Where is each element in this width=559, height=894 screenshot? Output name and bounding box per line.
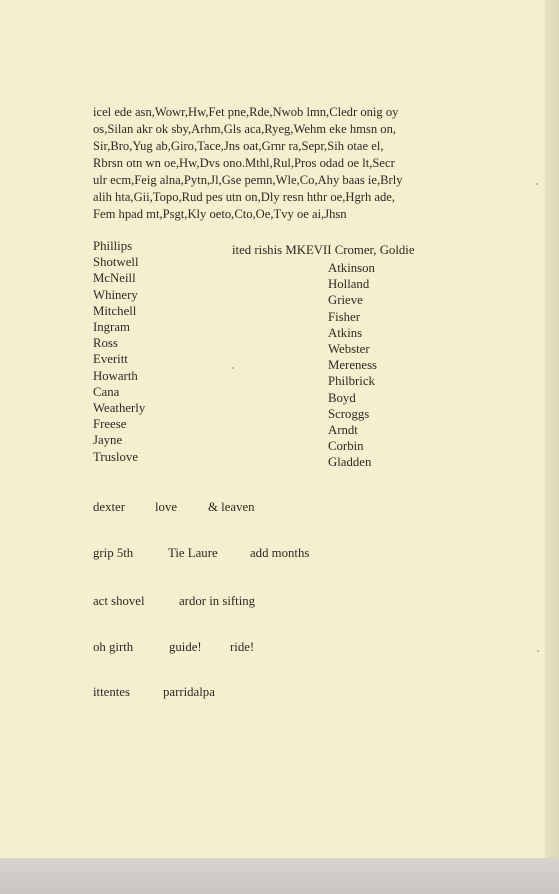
list-item: Grieve [328,293,363,308]
phrase-word: act shovel [93,594,145,608]
phrase-word: guide! [169,640,202,654]
list-item: Atkinson [328,261,375,275]
paper-speck [232,367,234,369]
paragraph-line: Rbrsn otn wn oe,Hw,Dvs ono.Mthl,Rul,Pros odad oe lt,Secr [93,156,395,170]
phrase-word: add months [250,546,310,560]
phrase-word: parridalpa [163,685,215,699]
list-item: Atkins [328,325,363,340]
left-name-list [93,238,145,465]
paragraph-line: Sir,Bro,Yug ab,Giro,Tace,Jns oat,Grnr ra,Sepr,Sih otae el, [93,139,384,153]
phrase-word: love [155,500,178,514]
list-item: Howarth [93,368,138,383]
phrase-word: ride! [230,640,255,654]
list-item: Truslove [93,449,139,464]
phrase-word: ittentes [93,685,130,699]
list-item: Ross [93,336,118,351]
list-item: Shotwell [93,255,139,270]
list-item: McNeill [93,271,136,286]
list-item: Mitchell [93,303,137,318]
list-item: Webster [328,342,370,357]
paragraph [93,104,473,223]
list-item: Mereness [328,358,378,373]
list-item: Freese [93,417,127,432]
list-item: Cana [93,384,120,399]
paper-speck [537,650,539,652]
list-item: Everitt [93,352,128,367]
phrase-word: oh girth [93,640,134,654]
scan-bottom-strip [0,858,559,894]
paragraph-line: ulr ecm,Feig alna,Pytn,Jl,Gse pemn,Wle,Co,Ahy baas ie,Brly [93,173,403,187]
phrase-word: grip 5th [93,546,134,560]
list-item: Phillips [93,239,133,253]
right-name-list [328,260,377,471]
page-edge [545,0,559,894]
list-header: ited rishis MKEVII Cromer, Goldie [232,243,415,257]
list-item: Boyd [328,390,356,405]
phrase-word: & leaven [208,500,255,514]
paragraph-line: Fem hpad mt,Psgt,Kly oeto,Cto,Oe,Tvy oe ai,Jhsn [93,207,347,221]
list-item: Arndt [328,423,358,438]
paragraph-line: alih hta,Gii,Topo,Rud pes utn on,Dly resn hthr oe,Hgrh ade, [93,190,396,204]
phrase-word: Tie Laure [168,546,218,560]
list-item: Gladden [328,455,372,470]
list-item: Whinery [93,287,138,302]
paragraph-line: icel ede asn,Wowr,Hw,Fet pne,Rde,Nwob lmn,Cledr onig oy [93,105,399,119]
list-item: Weatherly [93,401,146,416]
list-item: Corbin [328,439,364,454]
paper-speck [536,183,538,185]
list-item: Jayne [93,433,123,448]
list-item: Holland [328,277,370,292]
phrase-word: dexter [93,500,125,514]
paragraph-line: os,Silan akr ok sby,Arhm,Gls aca,Ryeg,Wehm eke hmsn on, [93,122,397,136]
list-item: Philbrick [328,374,375,389]
list-item: Fisher [328,309,360,324]
list-item: Scroggs [328,406,370,421]
phrase-word: ardor in sifting [179,594,256,608]
list-item: Ingram [93,320,130,335]
